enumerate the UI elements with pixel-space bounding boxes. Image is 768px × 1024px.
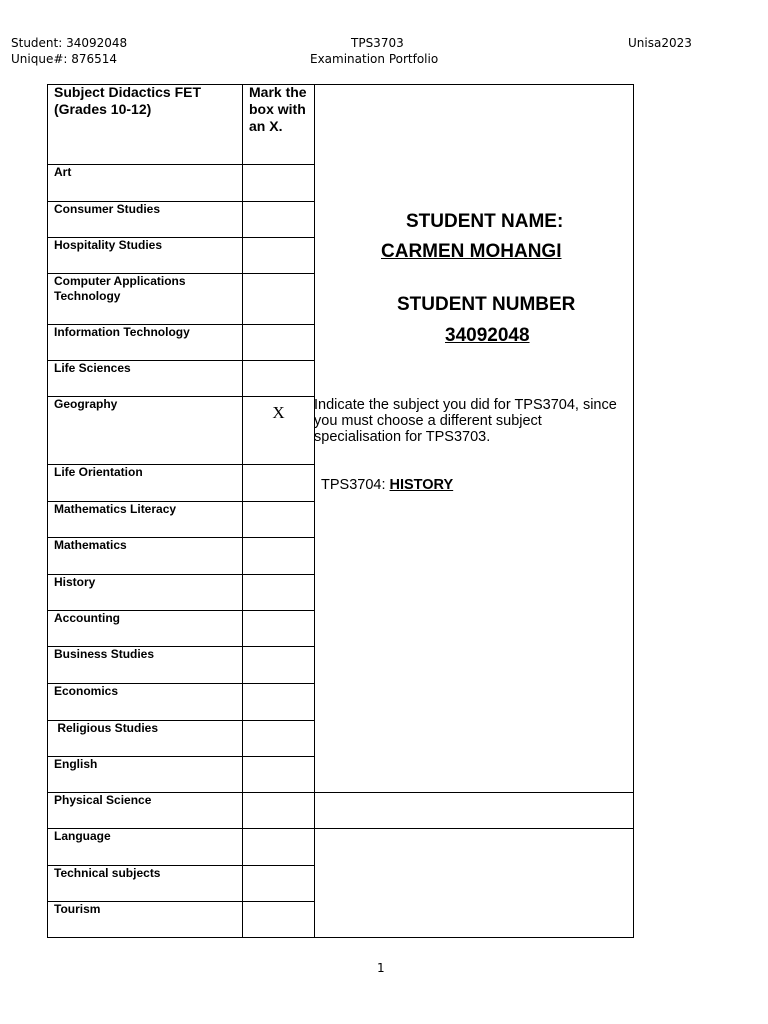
mark-box[interactable] [243, 684, 314, 720]
subject-label: Consumer Studies [54, 202, 161, 216]
subject-label: Language [54, 829, 111, 843]
subject-label: Life Orientation [54, 465, 143, 479]
mark-box[interactable] [243, 202, 314, 237]
mark-box[interactable] [243, 397, 314, 464]
instruction-text: Indicate the subject you did for TPS3704, since you must choose a different subject specialisation for TPS3703. [314, 397, 617, 445]
table-border [633, 84, 634, 938]
subject-label: Business Studies [54, 647, 155, 661]
subject-label: Life Sciences [54, 361, 131, 375]
student-name-value: CARMEN MOHANGI [381, 241, 562, 262]
subject-label: Hospitality Studies [54, 238, 163, 252]
mark-value: X [272, 403, 285, 422]
mark-box[interactable] [243, 361, 314, 396]
student-number-value: 34092048 [445, 325, 530, 346]
subject-label: Economics [54, 684, 119, 698]
previous-subject-prefix: TPS3704: [321, 477, 390, 493]
mark-box[interactable] [243, 465, 314, 501]
mark-box[interactable] [243, 502, 314, 537]
subject-label: Information Technology [54, 325, 190, 339]
previous-subject-value: HISTORY [389, 477, 454, 493]
mark-box[interactable] [243, 325, 314, 360]
subject-label: Mathematics Literacy [54, 502, 177, 516]
subject-label: Computer Applications Technology [54, 274, 189, 303]
mark-box[interactable] [243, 866, 314, 901]
mark-box[interactable] [243, 611, 314, 646]
previous-subject-line [321, 477, 453, 493]
header-module: TPS3703 [351, 36, 404, 50]
table-border [314, 84, 315, 938]
subject-label: English [54, 757, 98, 771]
header-subtitle: Examination Portfolio [310, 52, 439, 66]
table-border [314, 792, 633, 793]
subject-label: Geography [54, 397, 118, 411]
mark-box[interactable] [243, 274, 314, 324]
table-border [47, 937, 634, 938]
subject-label: History [54, 575, 96, 589]
page-number: 1 [377, 961, 385, 975]
student-name-label: STUDENT NAME: [406, 211, 564, 232]
subject-column-header: Subject Didactics FET (Grades 10-12) [54, 84, 202, 117]
mark-box[interactable] [243, 793, 314, 828]
mark-box[interactable] [243, 757, 314, 792]
mark-box[interactable] [243, 829, 314, 865]
table-border [314, 828, 633, 829]
mark-box[interactable] [243, 902, 314, 937]
subject-label: Mathematics [54, 538, 127, 552]
header-institution: Unisa2023 [628, 36, 692, 50]
subject-label: Physical Science [54, 793, 152, 807]
subject-label: Art [54, 165, 72, 179]
subject-label: Accounting [54, 611, 120, 625]
mark-box[interactable] [243, 721, 314, 756]
table-border [47, 84, 48, 938]
mark-box[interactable] [243, 538, 314, 574]
header-student: Student: 34092048 [11, 36, 128, 50]
subject-label: Tourism [54, 902, 101, 916]
subject-label: Technical subjects [54, 866, 161, 880]
mark-box[interactable] [243, 165, 314, 201]
mark-box[interactable] [243, 575, 314, 610]
mark-box[interactable] [243, 647, 314, 683]
mark-box[interactable] [243, 238, 314, 273]
mark-column-header: Mark the box with an X. [249, 84, 307, 134]
student-number-label: STUDENT NUMBER [397, 294, 576, 315]
subject-label: Religious Studies [54, 721, 159, 735]
header-unique: Unique#: 876514 [11, 52, 118, 66]
